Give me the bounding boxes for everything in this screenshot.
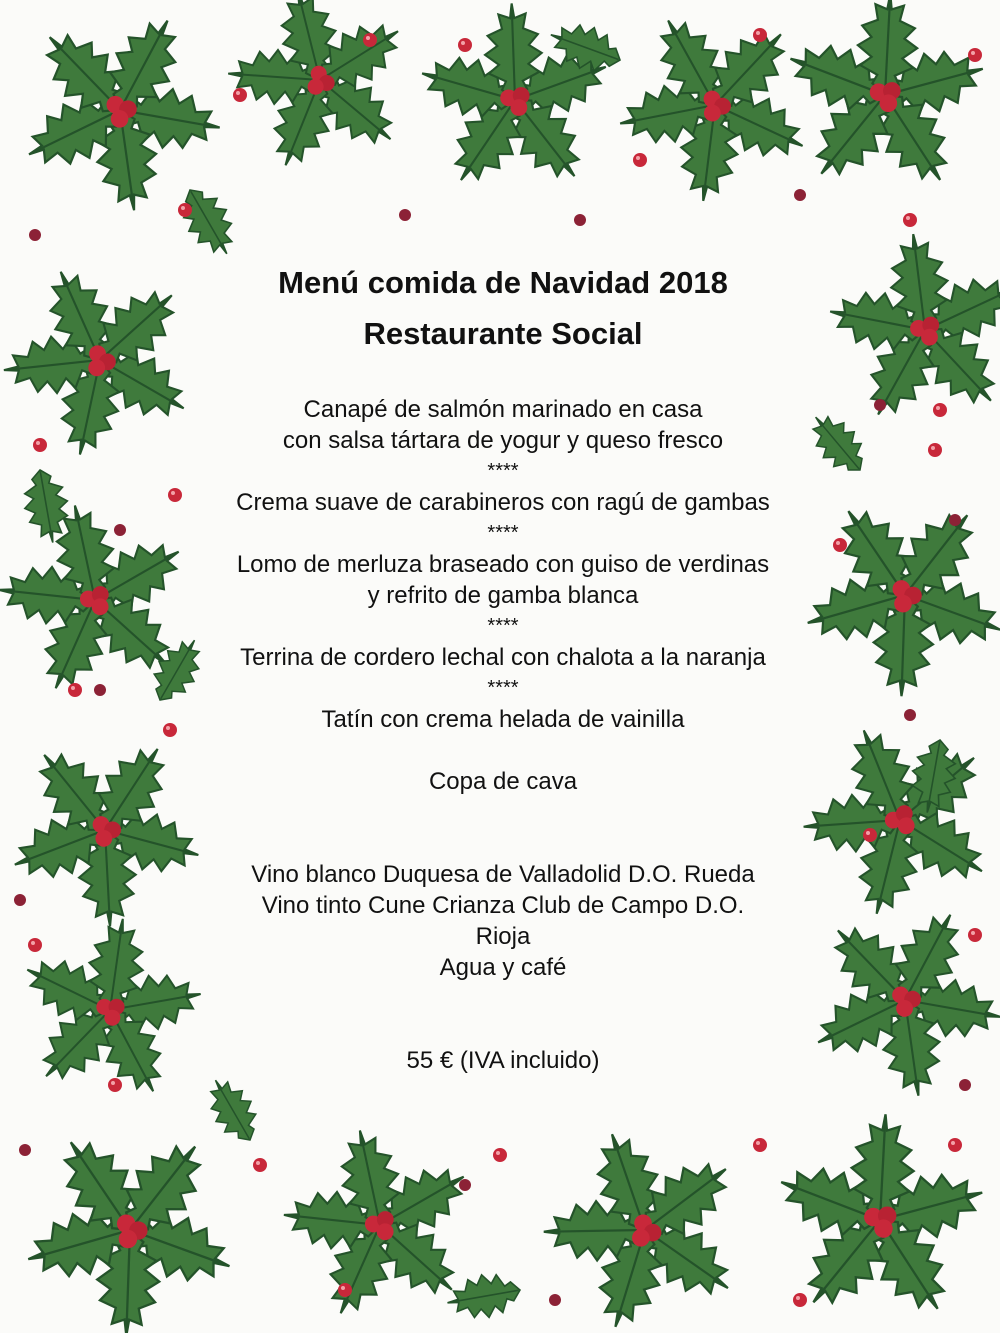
menu-card — [200, 250, 806, 1076]
drink-line: Vino blanco Duquesa de Valladolid D.O. Rueda — [251, 861, 755, 888]
course-separator: **** — [487, 615, 519, 637]
menu-title: Menú comida de Navidad 2018 — [278, 265, 728, 300]
dish-line: Terrina de cordero lechal con chalota a la naranja — [240, 644, 766, 671]
dish-line: Tatín con crema helada de vainilla — [321, 706, 685, 733]
dish-line: y refrito de gamba blanca — [367, 582, 639, 609]
dish-line: Canapé de salmón marinado en casa — [303, 396, 703, 423]
course-separator: **** — [487, 522, 519, 544]
drink-line: Rioja — [475, 923, 531, 950]
restaurant-name: Restaurante Social — [363, 316, 643, 351]
dish-line: Lomo de merluza braseado con guiso de verdinas — [236, 551, 770, 578]
dish-line: Crema suave de carabineros con ragú de gambas — [236, 489, 770, 516]
price-line: 55 € (IVA incluido) — [406, 1047, 600, 1074]
course-separator: **** — [487, 460, 519, 482]
course-separator: **** — [487, 677, 519, 699]
drink-line: Vino tinto Cune Crianza Club de Campo D.O. — [261, 892, 745, 919]
cava-line: Copa de cava — [428, 768, 578, 795]
dish-line: con salsa tártara de yogur y queso fresco — [282, 427, 724, 454]
drink-line: Agua y café — [439, 954, 567, 981]
